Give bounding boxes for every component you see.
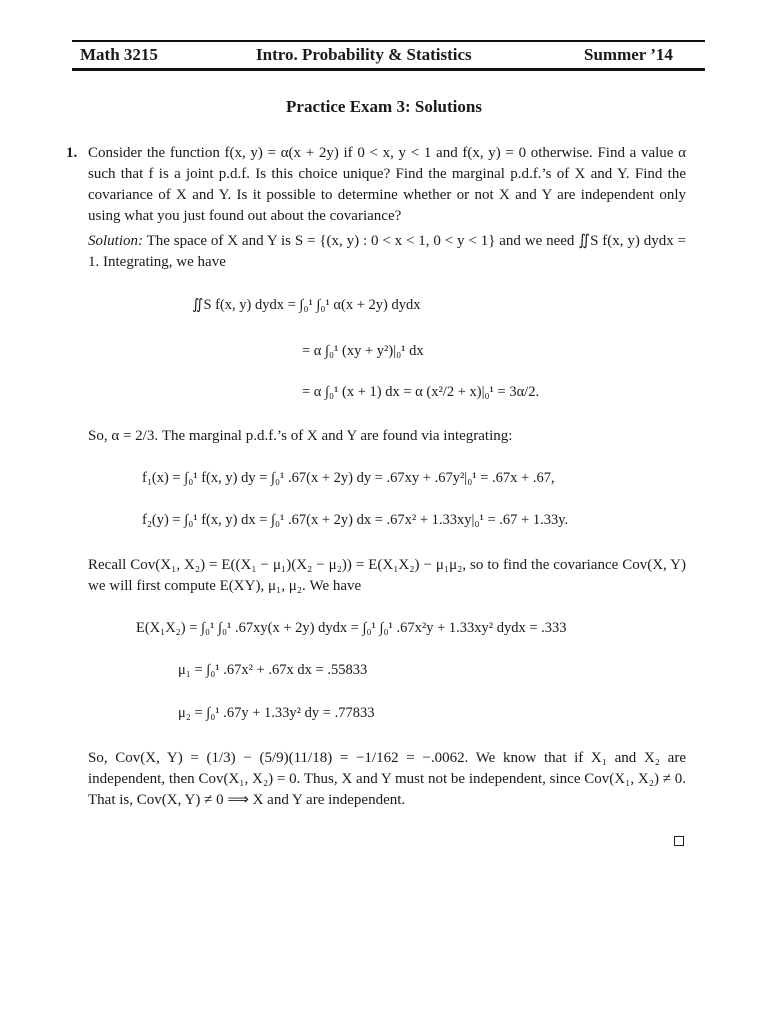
- term: Summer ’14: [584, 45, 673, 64]
- equation-line: f₂(y) = ∫₀¹ f(x, y) dx = ∫₀¹ .67(x + 2y) dx = .67x² + 1.33xy|₀¹ = .67 + 1.33y.: [142, 512, 569, 528]
- page-title: Practice Exam 3: Solutions: [286, 97, 482, 116]
- course-number: Math 3215: [80, 45, 158, 64]
- equation-line: ∬S f(x, y) dydx = ∫₀¹ ∫₀¹ α(x + 2y) dydx: [192, 297, 421, 313]
- solution-label: Solution:: [88, 233, 143, 249]
- qed-square-icon: [674, 836, 684, 846]
- equation-line: μ₁ = ∫₀¹ .67x² + .67x dx = .55833: [178, 662, 368, 678]
- conclusion-paragraph: So, Cov(X, Y) = (1/3) − (5/9)(11/18) = −1/162 = −.0062. We know that if X₁ and X₂ are independent, then Cov(X₁, X₂) = 0. Thus, X and Y must not be independent, since Cov(X₁, X₂) ≠ 0. That is, Cov(X, Y) ≠ 0 ⟹ X and Y are independent.: [88, 750, 686, 808]
- equation-line: = α ∫₀¹ (x + 1) dx = α (x²/2 + x)|₀¹ = 3α/2.: [302, 384, 540, 400]
- solution-intro: [88, 231, 686, 273]
- equation-line: E(X₁X₂) = ∫₀¹ ∫₀¹ .67xy(x + 2y) dydx = ∫₀¹ ∫₀¹ .67x²y + 1.33xy² dydx = .333: [136, 620, 567, 636]
- solution-intro-text: The space of X and Y is S = {(x, y) : 0 < x < 1, 0 < y < 1} and we need ∬S f(x, y) dydx = 1. Integrating, we have: [88, 233, 686, 270]
- problem-number: 1.: [66, 145, 78, 161]
- alpha-paragraph: So, α = 2/3. The marginal p.d.f.’s of X and Y are found via integrating:: [88, 428, 513, 444]
- equation-line: f₁(x) = ∫₀¹ f(x, y) dy = ∫₀¹ .67(x + 2y) dy = .67xy + .67y²|₀¹ = .67x + .67,: [142, 470, 555, 486]
- covariance-paragraph: Recall Cov(X₁, X₂) = E((X₁ − μ₁)(X₂ − μ₂)) = E(X₁X₂) − μ₁μ₂, so to find the covariance Cov(X, Y) we will first compute E(XY), μ₁, μ₂. We have: [88, 557, 686, 594]
- problem-statement: Consider the function f(x, y) = α(x + 2y) if 0 < x, y < 1 and f(x, y) = 0 otherwise. Find a value α such that f is a joint p.d.f. Is this choice unique? Find the marginal p.d.f.’s of X and Y. Find the covariance of X and Y. Is it possible to determine whether or not X and Y are independent only using what you just found out about the covariance?: [88, 145, 686, 224]
- header-rule-top: [72, 40, 705, 42]
- header-rule-bottom: [72, 68, 705, 71]
- equation-line: = α ∫₀¹ (xy + y²)|₀¹ dx: [302, 343, 424, 359]
- course-title: Intro. Probability & Statistics: [256, 45, 472, 64]
- equation-line: μ₂ = ∫₀¹ .67y + 1.33y² dy = .77833: [178, 705, 375, 721]
